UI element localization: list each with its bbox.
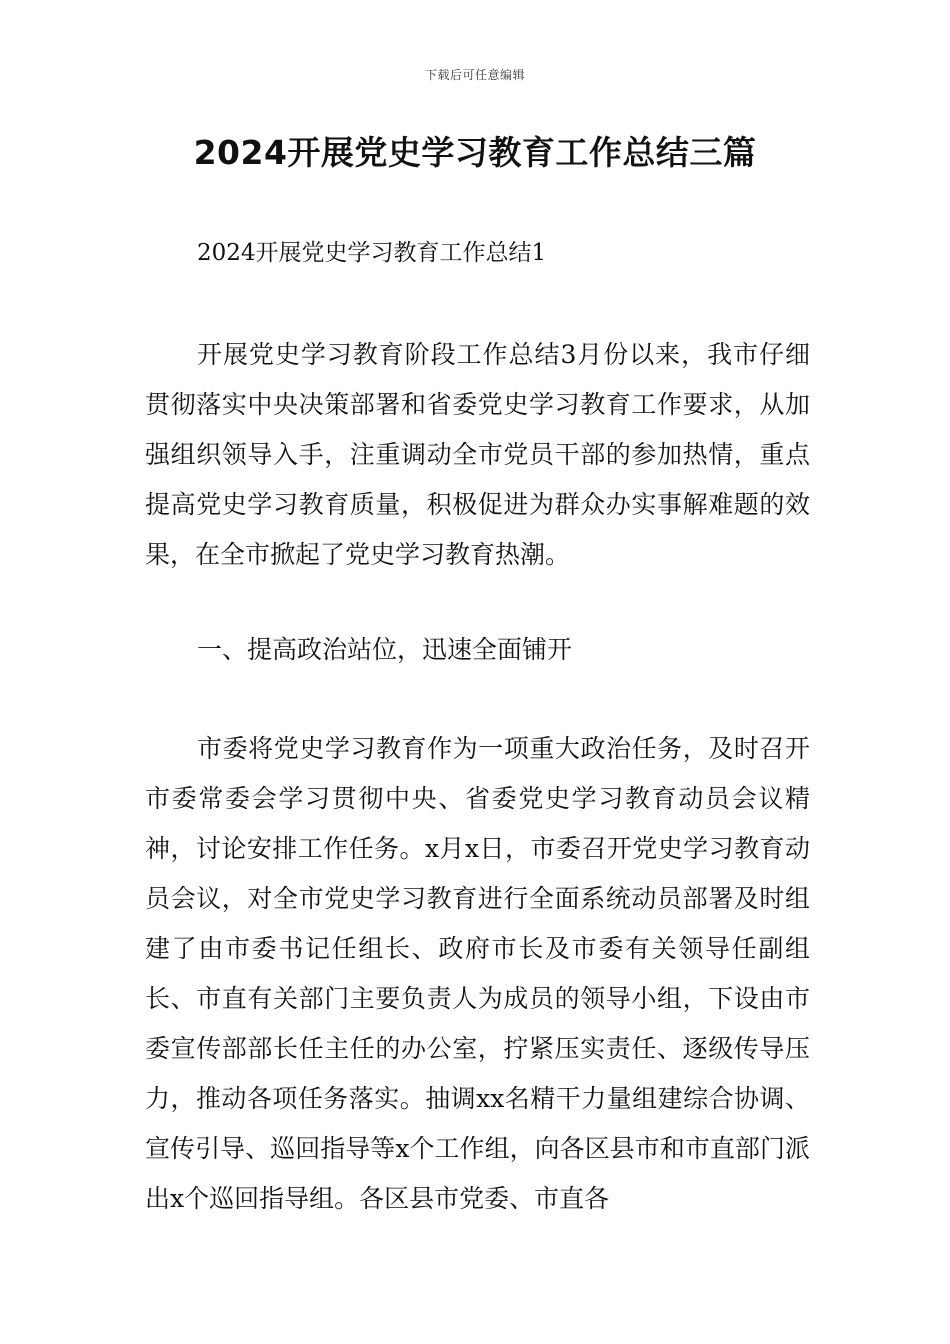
intro-paragraph: 开展党史学习教育阶段工作总结3月份以来，我市仔细贯彻落实中央决策部署和省委党史学习教育工作要求，从加强组织领导入手，注重调动全市党员干部的参加热情，重点提高党史学习教育质量，积极促进为群众办实事解难题的效果，在全市掀起了党史学习教育热潮。 xyxy=(145,340,810,569)
header-note: 下载后可任意编辑 xyxy=(424,68,525,82)
section-heading: 一、提高政治站位，迅速全面铺开 xyxy=(197,635,573,664)
document-subtitle: 2024开展党史学习教育工作总结1 xyxy=(197,240,547,266)
document-title: 2024开展党史学习教育工作总结三篇 xyxy=(193,133,757,172)
section-paragraph: 市委将党史学习教育作为一项重大政治任务，及时召开市委常委会学习贯彻中央、省委党史学习教育动员会议精神，讨论安排工作任务。x月x日，市委召开党史学习教育动员会议，对全市党史学习教育进行全面系统动员部署及时组建了由市委书记任组长、政府市长及市委有关领导任副组长、市直有关部门主要负责人为成员的领导小组，下设由市委宣传部部长任主任的办公室，拧紧压实责任、逐级传导压力，推动各项任务落实。抽调xx名精干力量组建综合协调、宣传引导、巡回指导等x个工作组，向各区县市和市直部门派出x个巡回指导组。各区县市党委、市直各 xyxy=(145,734,810,1213)
